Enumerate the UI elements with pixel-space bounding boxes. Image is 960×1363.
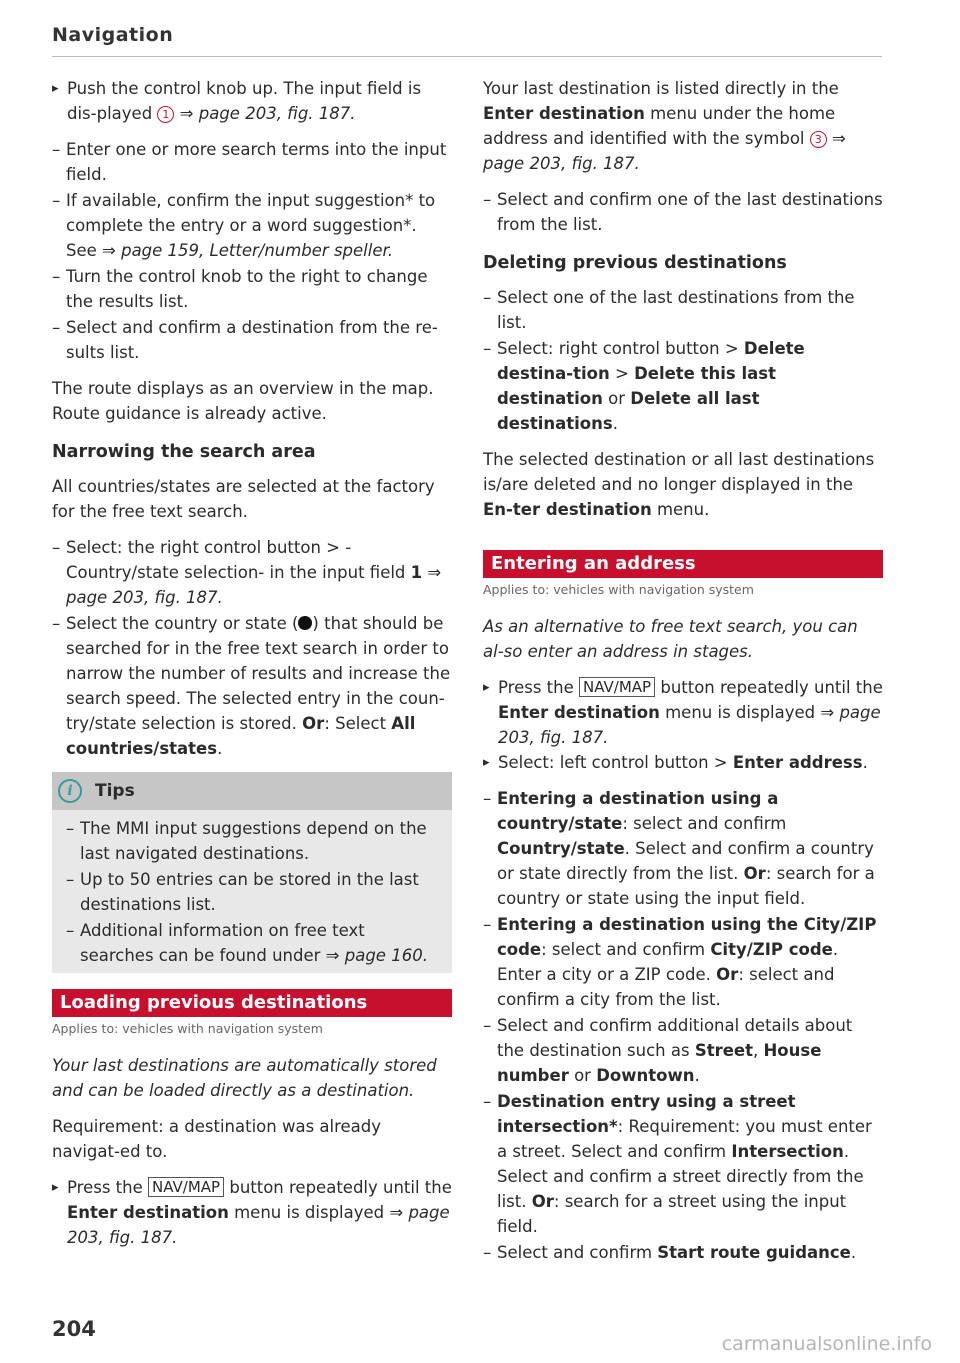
instruction-step: ▸ Select: left control button > Enter address. [483,750,883,775]
paragraph-text: menu under the home address and identified with the symbol [483,104,836,148]
page-number: 204 [52,1317,96,1341]
step-text: button repeatedly until the [229,1178,452,1197]
list-item-text: : select and confirm [541,940,706,959]
list-item-text: . Select and confirm a country or state directly from the list. [497,839,874,883]
or-label: or [574,1066,591,1085]
paragraph: The route displays as an overview in the map. Route guidance is already active. [52,379,434,423]
list-item-text: Select and confirm additional details about the destination such as [497,1016,853,1060]
menu-option: Country/state [497,839,625,858]
applies-to-note: Applies to: vehicles with navigation system [52,1021,323,1036]
last-destination-list [483,187,883,237]
narrow-steps-list [52,535,452,761]
tip-item: – The MMI input suggestions depend on the last navigated destinations. [66,816,440,866]
menu-option: Delete destina-tion [497,339,805,383]
option-title: Entering a destination using the City/ZIP code [497,915,877,959]
intro-paragraph: Your last destinations are automatically stored and can be loaded directly as a destination. [52,1056,437,1100]
left-column [52,76,452,1261]
menu-option: Street [694,1041,753,1060]
menu-name: En-ter destination [483,500,652,519]
page-header [52,24,882,57]
step-text: menu is displayed [665,703,816,722]
page-reference: ⇒ page 203, fig. 187. [66,563,442,607]
list-item-text: : select and confirm a city from the list. [497,965,835,1009]
option-title: Entering a destination using a country/state [497,789,779,833]
option-label: All countries/states [66,714,416,758]
intro-paragraph: As an alternative to free text search, you can al-so enter an address in stages. [483,617,858,661]
paragraph-text: The selected destination or all last destinations is/are deleted and no longer displayed in the [483,450,875,494]
tips-header [52,772,452,810]
instruction-step [483,675,883,750]
step-text: Press the [498,678,574,697]
tip-item [66,918,440,968]
list-item: – Enter one or more search terms into the input field. [52,137,452,187]
info-icon: i [58,779,82,803]
menu-name: Enter destination [483,104,645,123]
list-item-text: Select: right control button > [497,339,739,358]
section-heading: Narrowing the search area [52,442,316,462]
menu-option: Enter address [732,753,863,772]
list-item-text: . Enter a city or a ZIP code. [497,940,839,984]
tip-text: Additional information on free text searches can be found under [80,921,365,965]
list-item: – Turn the control knob to the right to change the results list. [52,264,452,314]
search-steps-list [52,137,452,365]
option-title: Destination entry using a street intersection* [497,1092,796,1136]
step-text: Push the control knob up. The input field is dis-played [67,79,422,123]
list-item-text: If available, confirm the input suggestion* to complete the entry or a word suggestion*. See [66,191,436,260]
section-title-bar: Loading previous destinations [52,989,452,1017]
step-text: menu is displayed [234,1203,385,1222]
watermark: carmanualsonline.info [721,1333,932,1355]
or-label: Or [531,1192,554,1211]
page-reference: ⇒ page 159, Letter/number speller. [102,241,394,260]
menu-option: House number [497,1041,822,1085]
callout-number: 1 [157,106,174,123]
tips-body [52,810,452,973]
page-reference: ⇒ page 203, fig. 187. [179,104,356,123]
menu-option: Delete all last destinations [497,389,760,433]
list-item: – Select the country or state ( ) that should be searched for in the free text search in order to narrow the number of results and increase the search speed. The selected entry in the coun-try/state selection is stored. Or: Select All countries/states. [52,611,452,761]
list-item-text: ) that should be searched for in the free text search in order to narrow the number of results and increase the search speed. The selected entry in the coun-try/state selection is stored. [66,614,451,733]
menu-name: Enter destination [498,703,660,722]
list-item-text: : Select [324,714,387,733]
menu-option: Intersection [731,1142,844,1161]
menu-option: Delete this last destination [497,364,776,408]
paragraph-text: menu. [656,500,710,519]
or-label: Or [302,714,325,733]
list-item: – Select and confirm a destination from the re-sults list. [52,315,452,365]
step-text: Press the [67,1178,143,1197]
list-item: – Select and confirm Start route guidance. [483,1240,883,1265]
applies-to-note: Applies to: vehicles with navigation system [483,582,754,597]
step-text: button repeatedly until the [660,678,883,697]
menu-option: Start route guidance [657,1243,851,1262]
or-label: or [608,389,626,408]
page-reference: ⇒ page 203, fig. 187. [483,129,846,173]
tip-item: – Up to 50 entries can be stored in the last destinations list. [66,867,440,917]
tips-label: Tips [95,780,135,801]
paragraph-text: Your last destination is listed directly in the [483,79,839,98]
address-entry-list [483,786,883,1265]
list-item [52,535,452,610]
page-reference: ⇒ page 203, fig. 187. [67,1203,450,1247]
menu-option: City/ZIP code [710,940,833,959]
list-item-text: : select and confirm [622,814,787,833]
or-label: Or [716,965,739,984]
delete-steps-list [483,285,883,436]
nav-map-button-label: NAV/MAP [148,1177,224,1197]
field-number: 1 [410,563,423,582]
chapter-title: Navigation [52,24,174,46]
header-divider [52,56,882,57]
right-column [483,76,883,1276]
list-item [52,188,452,263]
page-reference: ⇒ page 203, fig. 187. [498,703,881,747]
list-item-text: . Select and confirm a street directly from the list. [497,1142,864,1211]
list-item: – Select: right control button > Delete destina-tion > Delete this last destination or Delete all last destinations. [483,336,883,436]
list-item-text: -Country/state selection- in the input field [66,538,406,582]
list-item-text: Select the country or state ( [66,614,299,633]
or-label: Or [743,864,766,883]
list-item [483,912,883,1012]
list-item-text: : search for a street using the input field. [497,1192,847,1236]
paragraph: All countries/states are selected at the factory for the free text search. [52,477,435,521]
list-item-text: Select: the right control button > [66,538,340,557]
list-item-text: : Requirement: you must enter a street. Select and confirm [497,1117,872,1161]
paragraph [483,76,883,176]
list-item: – Select and confirm one of the last destinations from the list. [483,187,883,237]
list-item: – Select and confirm additional details about the destination such as Street, House number or Downtown. [483,1013,883,1088]
menu-option: Downtown [596,1066,695,1085]
step-text: Select: left control button > [498,753,728,772]
nav-map-button-label: NAV/MAP [579,677,655,697]
section-heading: Deleting previous destinations [483,253,787,273]
requirement-paragraph: Requirement: a destination was already navigat-ed to. [52,1117,382,1161]
tips-box [52,772,452,973]
list-item-text: Select and confirm [497,1243,653,1262]
menu-name: Enter destination [67,1203,229,1222]
section-title-bar: Entering an address [483,550,883,578]
instruction-step [52,1175,452,1250]
instruction-step [52,76,452,126]
page-reference: ⇒ page 160. [325,946,428,965]
list-item-text: : search for a country or state using the input field. [497,864,875,908]
callout-number: 3 [810,131,827,148]
separator: > [614,364,629,383]
selection-dot-icon [298,616,312,630]
list-item [483,1089,883,1239]
list-item: – Select one of the last destinations from the list. [483,285,883,335]
list-item [483,786,883,911]
paragraph [483,447,883,522]
